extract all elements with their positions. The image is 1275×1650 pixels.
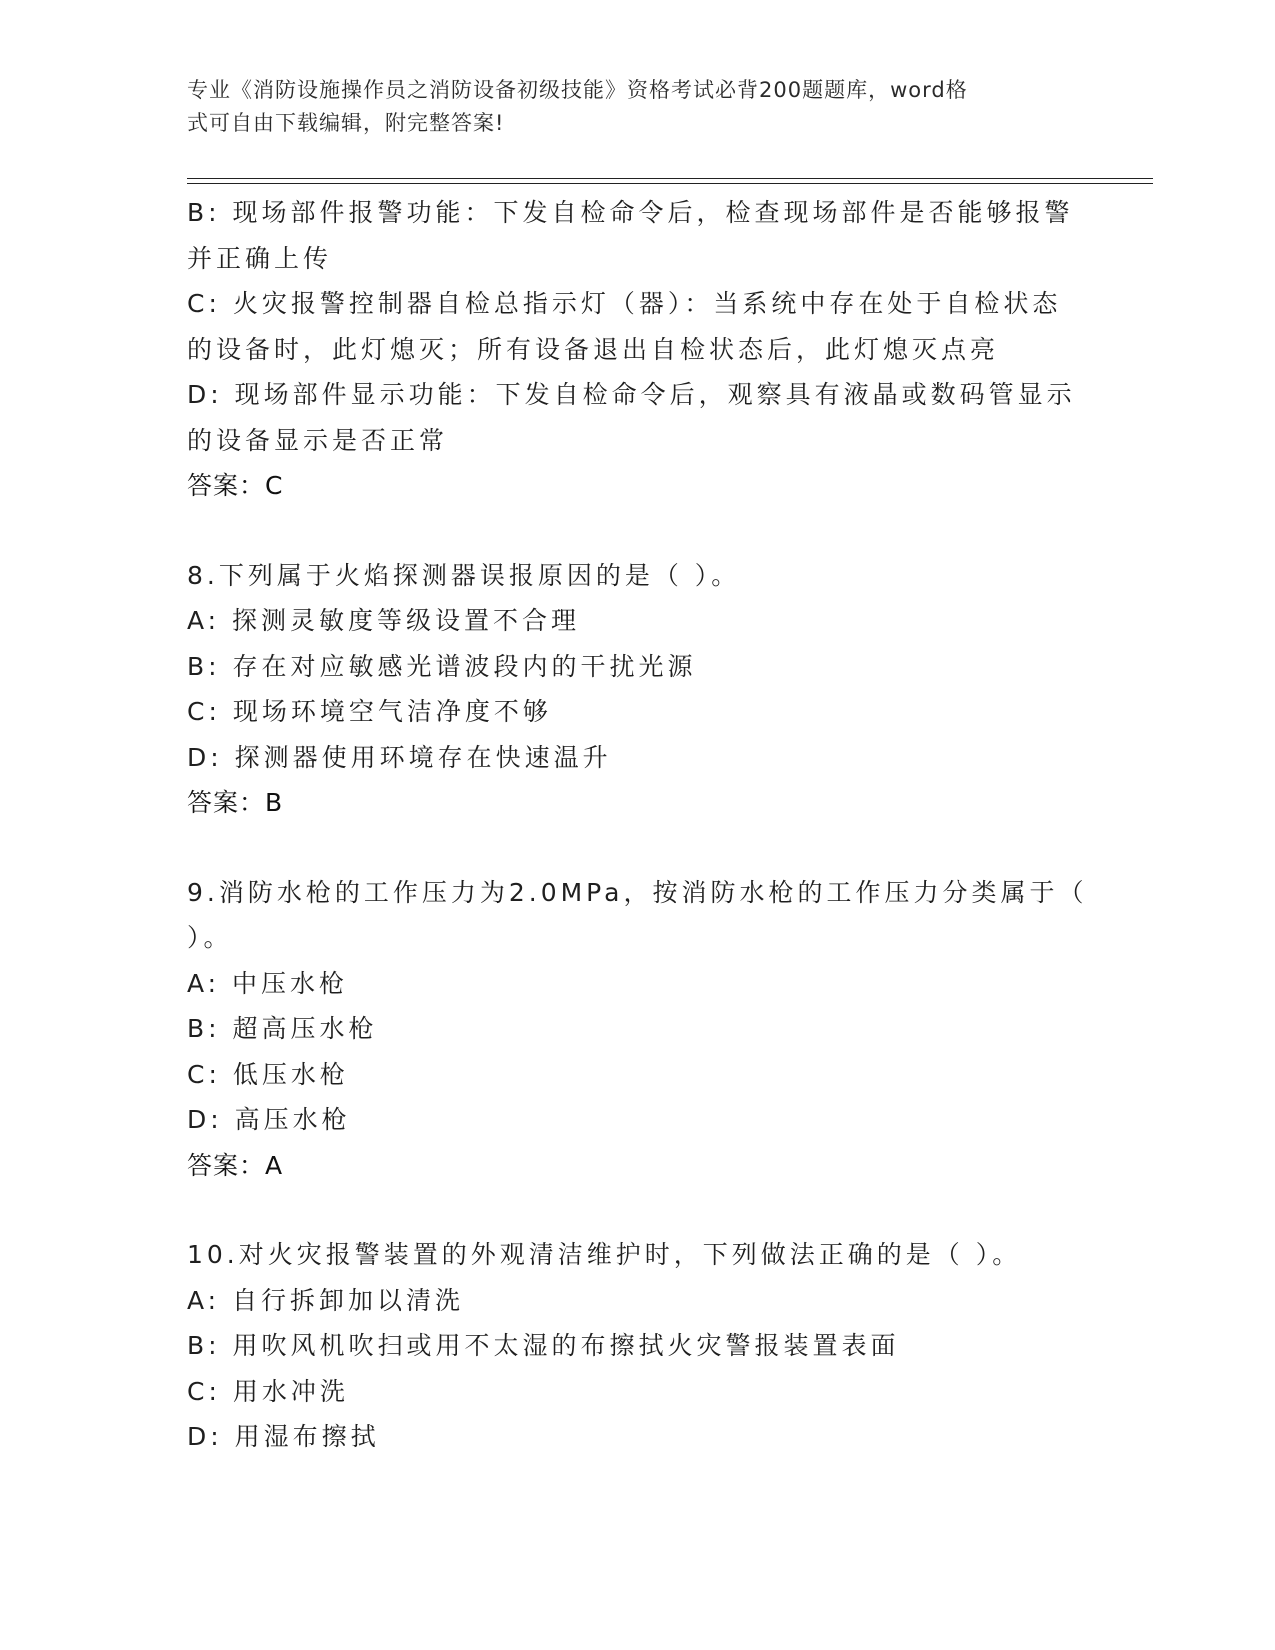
q7-option-d-line-2: 的设备显示是否正常: [187, 425, 449, 455]
header-divider-top: [187, 178, 1153, 179]
spacer: [187, 1188, 1087, 1232]
q10-option-b: B: 用吹风机吹扫或用不太湿的布擦拭火灾警报装置表面: [187, 1331, 900, 1360]
q10-question: 10.对火灾报警装置的外观清洁维护时，下列做法正确的是（ ）。: [187, 1240, 1022, 1269]
q9-option-b: B: 超高压水枪: [187, 1014, 378, 1043]
q9-question-line-1: 9.消防水枪的工作压力为2.0MPa，按消防水枪的工作压力分类属于（: [187, 877, 1088, 907]
q9-option-a: A: 中压水枪: [187, 968, 349, 998]
q8-option-d: D: 探测器使用环境存在快速温升: [187, 742, 612, 772]
q9-answer: 答案：A: [187, 1150, 284, 1180]
q8-answer: 答案：B: [187, 788, 284, 817]
q7-option-d-line-1: D: 现场部件显示功能：下发自检命令后，观察具有液晶或数码管显示: [187, 380, 1076, 409]
q7-option-b-line-2: 并正确上传: [187, 243, 333, 273]
q7-option-c-line-2: 的设备时，此灯熄灭；所有设备退出自检状态后，此灯熄灭点亮: [187, 334, 1000, 364]
spacer: [187, 826, 1087, 870]
q8-option-a: A: 探测灵敏度等级设置不合理: [187, 606, 581, 635]
question-7: [187, 190, 1087, 509]
q10-option-a: A: 自行拆卸加以清洗: [187, 1285, 465, 1315]
q9-option-d: D: 高压水枪: [187, 1105, 351, 1134]
q7-option-c-line-1: C: 火灾报警控制器自检总指示灯（器）：当系统中存在处于自检状态: [187, 289, 1062, 318]
document-header: [187, 74, 1087, 140]
question-9: [187, 870, 1087, 1189]
q10-option-d: D: 用湿布擦拭: [187, 1422, 380, 1451]
q8-option-b: B: 存在对应敏感光谱波段内的干扰光源: [187, 651, 697, 681]
spacer: [187, 509, 1087, 553]
header-line-2: 式可自由下载编辑，附完整答案!: [187, 111, 505, 135]
q8-option-c: C: 现场环境空气洁净度不够: [187, 697, 552, 726]
q7-option-b-line-1: B: 现场部件报警功能：下发自检命令后，检查现场部件是否能够报警: [187, 198, 1074, 227]
q9-question-line-2: ）。: [187, 923, 233, 952]
header-divider-bottom: [187, 183, 1153, 184]
question-content: [187, 190, 1087, 1460]
q10-option-c: C: 用水冲洗: [187, 1376, 349, 1406]
header-line-1: 专业《消防设施操作员之消防设备初级技能》资格考试必背200题题库，word格: [187, 78, 968, 102]
question-10: [187, 1232, 1087, 1460]
q7-answer: 答案：C: [187, 471, 284, 500]
question-8: [187, 553, 1087, 826]
q8-question: 8.下列属于火焰探测器误报原因的是（ ）。: [187, 560, 741, 590]
q9-option-c: C: 低压水枪: [187, 1059, 349, 1089]
